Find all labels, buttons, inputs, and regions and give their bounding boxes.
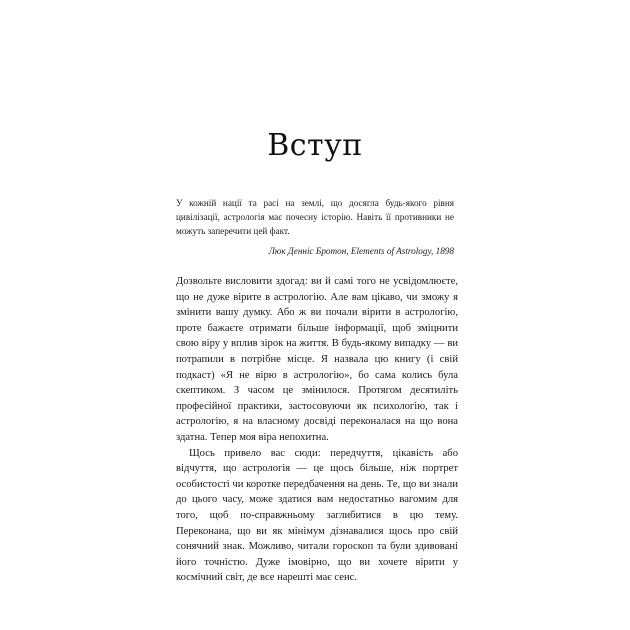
- body-text: [176, 274, 458, 586]
- paragraph: Дозвольте висловити здогад: ви й самі того не усвідомлюєте, що не дуже вірите в астрологію. Але вам цікаво, чи зможу я змінити вашу думку. Або ж ви почали вірити в астрологію, проте бажаєте отримати більше інформації, щоб зміцнити свою віру у вплив зірок на життя. В будь-якому випадку — ви потрапили в потрібне місце. Я назвала цю книгу (і свій подкаст) «Я не вірю в астрологію», бо сама колись була скептиком. З часом це змінилося. Протягом десятиліть професійної практики, застосовуючи як психологію, так і астрологію, я на власному досвіді переконалася на що вона здатна. Тепер моя віра непохитна.: [176, 276, 458, 443]
- epigraph-source: Люк Денніс Бротон, Elements of Astrology, 1898: [268, 245, 454, 256]
- page-title: Вступ: [267, 128, 363, 164]
- epigraph-block: [176, 196, 454, 258]
- paragraph: Щось привело вас сюди: передчуття, цікавість або відчуття, що астрологія — це щось більше, ніж портрет особистості чи коротке передбачення на день. Те, що ви знали до цього часу, може здатися вам недостатньо вагомим для того, щоб по-справжньому заглибитися в цю тему. Переконана, що ви як мінімум дізнавалися щось про свій сонячний знак. Можливо, читали гороскоп та були здивовані його точністю. Дуже імовірно, що ви хочете вірити у космічний світ, де все нарешті має сенс.: [176, 447, 458, 584]
- epigraph-quote: У кожній нації та расі на землі, що досягла будь-якого рівня цивілізації, астрологія має почесну історію. Навіть її противники не можуть заперечити цей факт.: [176, 198, 454, 237]
